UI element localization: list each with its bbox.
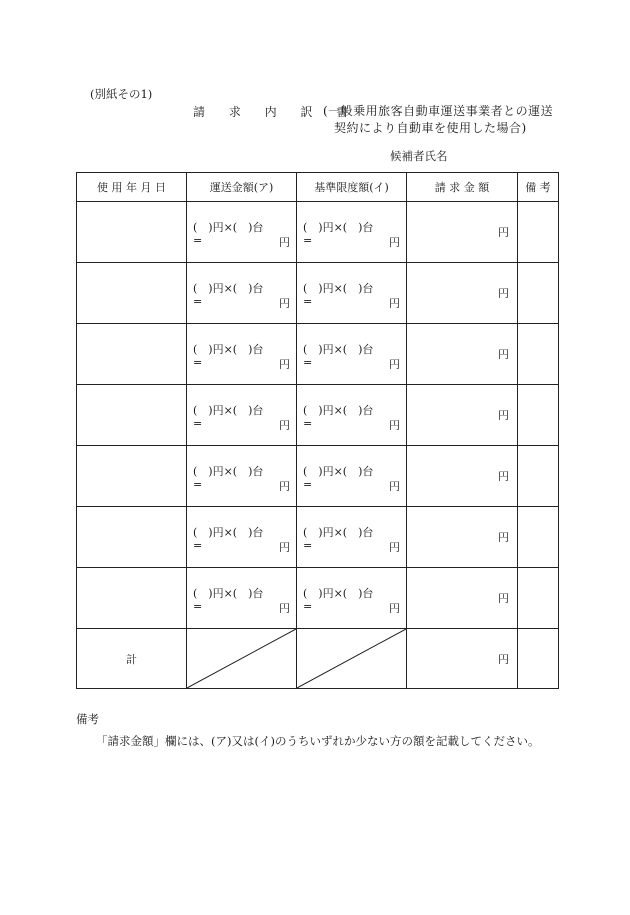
standard-limit-cell[interactable] <box>297 202 407 263</box>
calc-equals: = <box>193 417 203 430</box>
calc-formula: ( )円×( )台 <box>193 282 264 295</box>
calc-equals: = <box>303 234 313 247</box>
calc-equals: = <box>303 478 313 491</box>
usage-date-cell[interactable] <box>77 263 187 324</box>
total-remarks-cell[interactable] <box>518 629 559 689</box>
yen-unit: 円 <box>498 531 509 544</box>
standard-limit-cell[interactable] <box>297 385 407 446</box>
notes-heading: 備考 <box>76 712 99 726</box>
notes-body: 「請求金額」欄には、(ア)又は(イ)のうちいずれか少ない方の額を記載してください。 <box>96 734 540 748</box>
calc-formula: ( )円×( )台 <box>303 221 374 234</box>
total-limit-crossed <box>297 629 407 689</box>
calc-equals: = <box>193 234 203 247</box>
yen-unit: 円 <box>498 409 509 422</box>
table-row <box>77 263 559 324</box>
usage-date-cell[interactable] <box>77 568 187 629</box>
calc-formula: ( )円×( )台 <box>193 404 264 417</box>
table-row <box>77 568 559 629</box>
diagonal-slash <box>187 629 296 688</box>
calc-equals: = <box>193 295 203 308</box>
calc-formula: ( )円×( )台 <box>193 526 264 539</box>
header-usage-date: 使 用 年 月 日 <box>77 173 187 202</box>
header-remarks: 備 考 <box>518 173 559 202</box>
claim-breakdown-table <box>76 172 559 689</box>
calc-equals: = <box>193 539 203 552</box>
table-row <box>77 385 559 446</box>
yen-unit: 円 <box>389 480 400 493</box>
remarks-cell[interactable] <box>518 385 559 446</box>
claim-amount-cell[interactable] <box>407 263 518 324</box>
remarks-cell[interactable] <box>518 263 559 324</box>
header-transport-amount: 運送金額(ア) <box>187 173 297 202</box>
standard-limit-cell[interactable] <box>297 507 407 568</box>
header-standard-limit: 基準限度額(イ) <box>297 173 407 202</box>
candidate-name-label: 候補者氏名 <box>390 149 448 163</box>
calc-equals: = <box>193 356 203 369</box>
transport-amount-cell[interactable] <box>187 568 297 629</box>
yen-unit: 円 <box>279 480 290 493</box>
transport-amount-cell[interactable] <box>187 202 297 263</box>
subtitle-line-1: (一般乗用旅客自動車運送事業者との運送 <box>323 104 554 118</box>
calc-equals: = <box>193 600 203 613</box>
claim-amount-cell[interactable] <box>407 507 518 568</box>
table-row <box>77 446 559 507</box>
total-label: 計 <box>77 629 187 689</box>
remarks-cell[interactable] <box>518 446 559 507</box>
calc-formula: ( )円×( )台 <box>193 343 264 356</box>
transport-amount-cell[interactable] <box>187 385 297 446</box>
transport-amount-cell[interactable] <box>187 507 297 568</box>
yen-unit: 円 <box>389 419 400 432</box>
standard-limit-cell[interactable] <box>297 324 407 385</box>
yen-unit: 円 <box>279 236 290 249</box>
calc-formula: ( )円×( )台 <box>193 587 264 600</box>
standard-limit-cell[interactable] <box>297 446 407 507</box>
usage-date-cell[interactable] <box>77 385 187 446</box>
total-row <box>77 629 559 689</box>
calc-formula: ( )円×( )台 <box>303 282 374 295</box>
usage-date-cell[interactable] <box>77 446 187 507</box>
document-label: (別紙その1) <box>90 87 153 101</box>
subtitle-line-2: 契約により自動車を使用した場合) <box>334 121 527 135</box>
yen-unit: 円 <box>279 602 290 615</box>
table-row <box>77 324 559 385</box>
remarks-cell[interactable] <box>518 324 559 385</box>
yen-unit: 円 <box>498 470 509 483</box>
claim-amount-cell[interactable] <box>407 446 518 507</box>
yen-unit: 円 <box>498 348 509 361</box>
calc-equals: = <box>303 295 313 308</box>
calc-formula: ( )円×( )台 <box>193 221 264 234</box>
calc-formula: ( )円×( )台 <box>303 526 374 539</box>
calc-equals: = <box>303 356 313 369</box>
remarks-cell[interactable] <box>518 507 559 568</box>
claim-amount-cell[interactable] <box>407 568 518 629</box>
calc-equals: = <box>193 478 203 491</box>
yen-unit: 円 <box>498 592 509 605</box>
yen-unit: 円 <box>389 358 400 371</box>
usage-date-cell[interactable] <box>77 507 187 568</box>
standard-limit-cell[interactable] <box>297 263 407 324</box>
yen-unit: 円 <box>389 541 400 554</box>
transport-amount-cell[interactable] <box>187 263 297 324</box>
remarks-cell[interactable] <box>518 568 559 629</box>
table-row <box>77 202 559 263</box>
calc-equals: = <box>303 539 313 552</box>
usage-date-cell[interactable] <box>77 202 187 263</box>
calc-formula: ( )円×( )台 <box>303 465 374 478</box>
remarks-cell[interactable] <box>518 202 559 263</box>
header-claim-amount: 請 求 金 額 <box>407 173 518 202</box>
document-subtitle <box>323 103 553 137</box>
yen-unit: 円 <box>279 358 290 371</box>
calc-equals: = <box>303 600 313 613</box>
total-claim-amount-cell[interactable] <box>407 629 518 689</box>
yen-unit: 円 <box>279 419 290 432</box>
claim-amount-cell[interactable] <box>407 324 518 385</box>
table-header-row <box>77 173 559 202</box>
claim-amount-cell[interactable] <box>407 385 518 446</box>
yen-unit: 円 <box>389 236 400 249</box>
yen-unit: 円 <box>389 297 400 310</box>
calc-equals: = <box>303 417 313 430</box>
yen-unit: 円 <box>498 652 509 666</box>
yen-unit: 円 <box>498 226 509 239</box>
yen-unit: 円 <box>498 287 509 300</box>
calc-formula: ( )円×( )台 <box>303 587 374 600</box>
transport-amount-cell[interactable] <box>187 324 297 385</box>
total-transport-crossed <box>187 629 297 689</box>
calc-formula: ( )円×( )台 <box>303 404 374 417</box>
diagonal-slash <box>297 629 406 688</box>
yen-unit: 円 <box>389 602 400 615</box>
table-row <box>77 507 559 568</box>
claim-amount-cell[interactable] <box>407 202 518 263</box>
yen-unit: 円 <box>279 297 290 310</box>
usage-date-cell[interactable] <box>77 324 187 385</box>
calc-formula: ( )円×( )台 <box>193 465 264 478</box>
calc-formula: ( )円×( )台 <box>303 343 374 356</box>
standard-limit-cell[interactable] <box>297 568 407 629</box>
document-title: 請 求 内 訳 書 <box>193 105 359 119</box>
transport-amount-cell[interactable] <box>187 446 297 507</box>
yen-unit: 円 <box>279 541 290 554</box>
